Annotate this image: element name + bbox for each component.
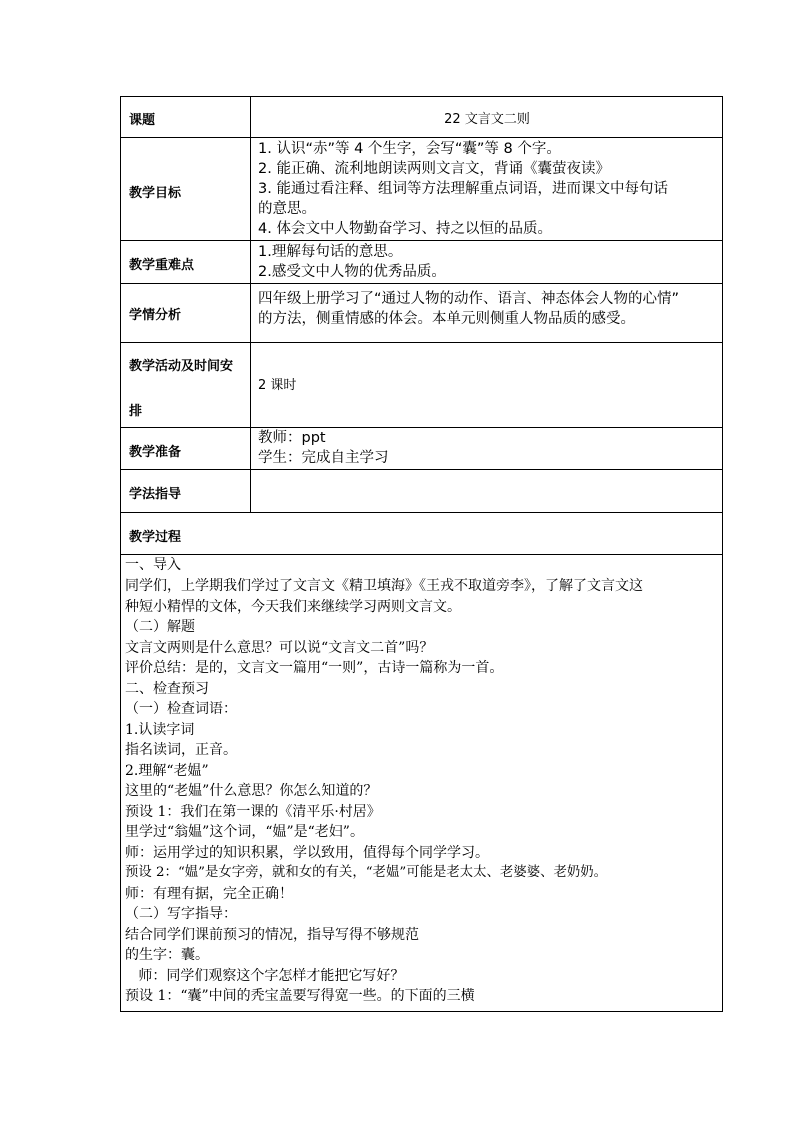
preparation-line: 教师：ppt [258, 430, 326, 446]
schedule-label-line: 排 [129, 404, 143, 419]
preparation-label: 教学准备 [129, 445, 182, 460]
process-line: 二、检查预习 [125, 681, 209, 697]
goal-line: 2. 能正确、流利地朗读两则文言文，背诵《囊萤夜读》 [258, 161, 610, 177]
value-cell [252, 284, 722, 342]
process-line: 1.认读字词 [125, 722, 195, 738]
process-line: （二）解题 [125, 619, 195, 635]
label-cell [121, 284, 251, 342]
label-cell [121, 343, 251, 427]
lesson-plan-table [120, 96, 723, 1012]
row-process-body [121, 555, 722, 1011]
row-goals [121, 138, 722, 241]
process-line: （二）写字指导： [125, 906, 237, 922]
process-line: 这里的“老媪”什么意思？你怎么知道的？ [125, 783, 378, 799]
row-analysis [121, 284, 722, 343]
process-line: 评价总结：是的，文言文一篇用“一则”，古诗一篇称为一首。 [125, 660, 504, 676]
label-cell [121, 241, 251, 283]
process-line: 预设 1：我们在第一课的《清平乐·村居》 [125, 804, 381, 820]
goal-line: 3. 能通过看注释、组词等方法理解重点词语，进而课文中每句话 [258, 181, 668, 197]
process-line: 师：同学们观察这个字怎样才能把它写好？ [125, 968, 405, 984]
process-label: 教学过程 [129, 530, 182, 545]
analysis-line: 四年级上册学习了“通过人物的动作、语言、神态体会人物的心情” [258, 291, 680, 307]
row-key-points [121, 241, 722, 284]
value-cell [252, 428, 722, 469]
schedule-label-line: 教学活动及时间安 [129, 359, 234, 374]
row-topic [121, 97, 722, 138]
process-line: 预设 2：“媪”是女字旁，就和女的有关，“老媪”可能是老太太、老婆婆、老奶奶。 [125, 865, 608, 880]
goal-line: 4. 体会文中人物勤奋学习、持之以恒的品质。 [258, 221, 552, 237]
goals-label: 教学目标 [129, 186, 182, 201]
row-process-header [121, 513, 722, 555]
preparation-line: 学生：完成自主学习 [258, 450, 389, 466]
process-line: 种短小精悍的文体，今天我们来继续学习两则文言文。 [125, 599, 461, 615]
value-cell [252, 343, 722, 427]
topic-label: 课题 [129, 113, 156, 128]
value-cell [252, 138, 722, 240]
goal-line: 1. 认识“赤”等 4 个生字，会写“囊”等 8 个字。 [258, 141, 561, 157]
process-line: 师：运用学过的知识积累，学以致用，值得每个同学学习。 [125, 845, 489, 861]
process-line: 预设 1：“囊”中间的秃宝盖要写得宽一些。的下面的三横 [125, 988, 475, 1004]
process-line: 同学们，上学期我们学过了文言文《精卫填海》《王戎不取道旁李》，了解了文言文这 [125, 578, 643, 594]
analysis-label: 学情分析 [129, 308, 182, 323]
schedule-value: 2 课时 [258, 378, 297, 393]
topic-value: 22 文言文二则 [444, 112, 530, 127]
process-line: 结合同学们课前预习的情况，指导写得不够规范 [125, 927, 419, 943]
value-cell [252, 241, 722, 283]
label-cell [121, 97, 251, 137]
value-cell [252, 470, 722, 512]
row-preparation [121, 428, 722, 470]
process-line: 一、导入 [125, 557, 181, 573]
row-schedule [121, 343, 722, 428]
process-line: 指名读词，正音。 [125, 742, 237, 758]
label-cell [121, 138, 251, 240]
process-line: 文言文两则是什么意思？可以说“文言文二首”吗？ [125, 640, 434, 656]
analysis-line: 的方法，侧重情感的体会。本单元则侧重人物品质的感受。 [258, 311, 635, 327]
label-cell [121, 470, 251, 512]
row-method [121, 470, 722, 513]
goal-line: 的意思。 [258, 201, 316, 217]
key-points-label: 教学重难点 [129, 258, 195, 273]
method-label: 学法指导 [129, 487, 182, 502]
process-line: 2.理解“老媪” [125, 763, 209, 779]
process-line: （一）检查词语： [125, 701, 237, 717]
process-line: 师：有理有据，完全正确！ [125, 886, 293, 902]
key-point-line: 2.感受文中人物的优秀品质。 [258, 264, 446, 280]
key-point-line: 1.理解每句话的意思。 [258, 244, 403, 260]
value-cell [252, 97, 722, 137]
label-cell [121, 428, 251, 469]
process-line: 的生字：囊。 [125, 947, 209, 963]
process-line: 里学过“翁媪”这个词，“媪”是“老妇”。 [125, 824, 364, 840]
